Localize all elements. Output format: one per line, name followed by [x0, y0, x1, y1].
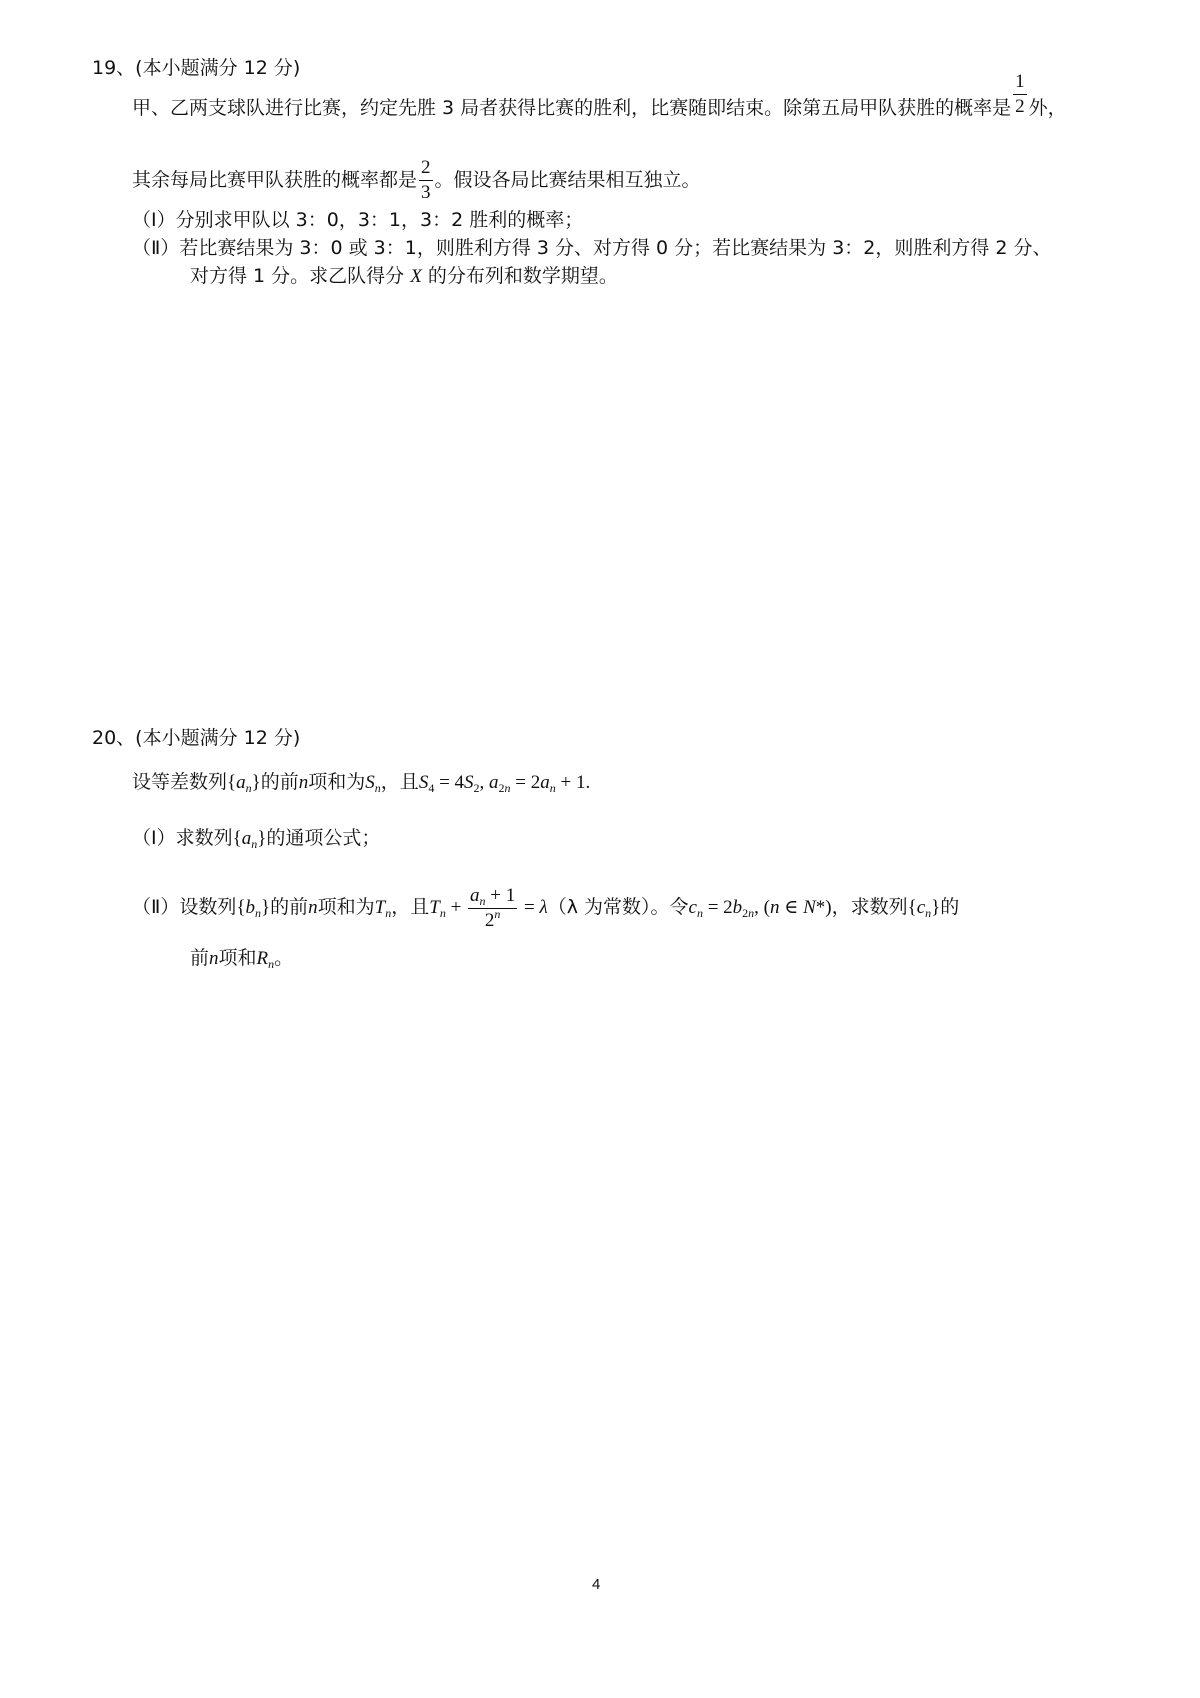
math-tn: $T_n$ [374, 896, 392, 920]
math-condition: $S_4 = 4S_2$, $a_{2n} = 2a_n + 1$. [418, 772, 591, 795]
q19-part2-text-b: 的分布列和数学期望。 [427, 265, 618, 287]
q20-part1 [132, 826, 380, 851]
q20-part1-b: 的通项公式； [266, 827, 381, 849]
math-rn: $R_n$ [256, 948, 275, 971]
q20-line1-d: ，且 [380, 771, 419, 793]
variable-x: X [410, 266, 422, 287]
q20-line1-a: 设等差数列 [132, 771, 228, 793]
q20-part2-b: 的前 [270, 895, 309, 918]
q19-line2 [132, 156, 701, 205]
q20-part2-e: ，求数列 [831, 895, 908, 918]
q19-line2-end: 。假设各局比赛结果相互独立。 [434, 169, 701, 191]
q20-part2-d: ，且 [391, 895, 430, 918]
q20-part2 [132, 884, 959, 933]
math-sequence-cn: $\{c_n\}$ [907, 896, 941, 920]
q19-line2-text: 其余每局比赛甲队获胜的概率都是 [132, 169, 418, 191]
q20-heading: 20、(本小题满分 12 分) [92, 727, 301, 749]
q20-line1-b: 的前 [260, 771, 299, 793]
variable-n: n [298, 772, 309, 793]
q20-lambda-note: （λ 为常数）。令 [547, 895, 689, 918]
q19-part2-text-a: 对方得 1 分。求乙队得分 [190, 265, 405, 287]
q19-heading: 19、(本小题满分 12 分) [92, 57, 301, 79]
q20-part2-c: 项和为 [317, 895, 375, 918]
q20-part2-f: 的 [940, 895, 960, 918]
q20-part3 [190, 946, 293, 971]
q20-part3-b: 项和 [218, 947, 257, 969]
variable-n: n [209, 948, 219, 969]
math-cn-definition: $c_n = 2b_{2n}$, (n ∈ N*) [688, 896, 832, 920]
fraction-denominator: 2 [1015, 96, 1025, 117]
math-tn-expression: $T_n$ + $\frac{a_n + 1}{2^n}$ = λ [429, 885, 548, 931]
fraction-numerator: 2 [419, 156, 433, 181]
q20-part2-a: （Ⅱ）设数列 [132, 895, 237, 918]
math-sequence-bn: $\{b_n\}$ [236, 896, 271, 920]
q19-part1: （Ⅰ）分别求甲队以 3：0，3：1，3：2 胜利的概率； [132, 209, 584, 231]
fraction-numerator: 1 [1013, 70, 1027, 95]
fraction-two-thirds [419, 156, 433, 205]
variable-n: n [308, 896, 318, 918]
q20-part1-a: （Ⅰ）求数列 [132, 827, 233, 849]
math-sequence-an: $\{a_n\}$ [232, 828, 267, 851]
q20-part3-a: 前 [190, 947, 210, 969]
q19-line1-end: 外， [1028, 97, 1067, 119]
fraction-denominator: 3 [421, 182, 431, 203]
q19-line1 [132, 71, 1067, 120]
q20-line1-c: 项和为 [308, 771, 366, 793]
q19-part2-line1: （Ⅱ）若比赛结果为 3：0 或 3：1，则胜利方得 3 分、对方得 0 分；若比赛结果为 3：2，则胜利方得 2 分、 [132, 237, 1052, 259]
q19-part2-line2 [190, 264, 618, 289]
fraction-one-half [1013, 70, 1027, 119]
q20-line1 [132, 770, 590, 795]
q19-line1-text: 甲、乙两支球队进行比赛，约定先胜 3 局者获得比赛的胜利，比赛随即结束。除第五局甲队获胜的概率是 [132, 97, 1012, 119]
math-sn: $S_n$ [365, 772, 381, 795]
q20-part3-c: 。 [274, 947, 294, 969]
math-sequence-an: $\{a_n\}$ [227, 772, 261, 795]
page-number: 4 [592, 1576, 601, 1593]
